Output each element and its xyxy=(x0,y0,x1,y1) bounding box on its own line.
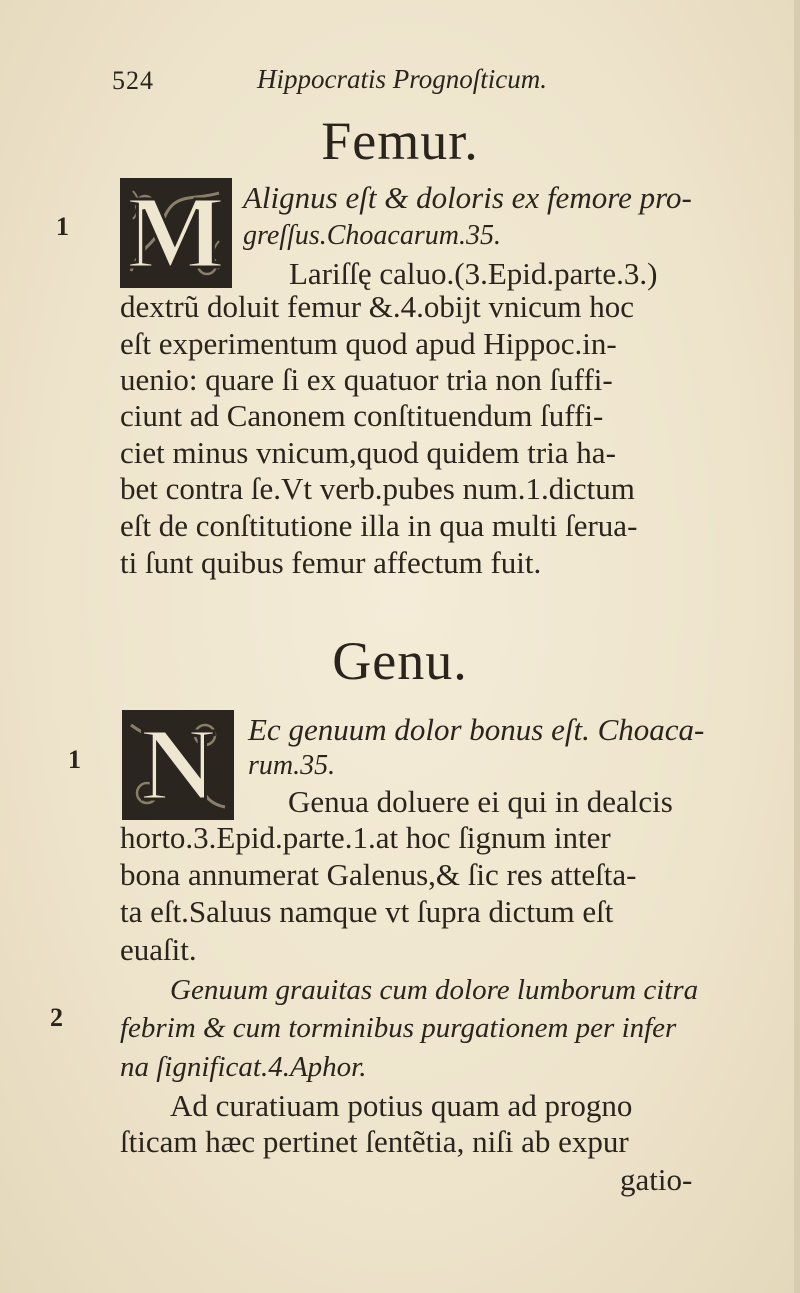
text-line: horto.3.Epid.parte.1.at hoc ſignum inter xyxy=(120,820,611,855)
margin-number: 2 xyxy=(50,1003,63,1032)
section-title-genu: Genu. xyxy=(332,631,468,691)
catchword: gatio- xyxy=(620,1162,693,1197)
text-line: febrim & cum torminibus purgationem per infer xyxy=(120,1012,677,1044)
section-title-femur: Femur. xyxy=(321,111,479,171)
text-line: eſt experimentum quod apud Hippoc.in- xyxy=(120,326,617,361)
text-line: Genua doluere ei qui in dealcis xyxy=(288,784,673,819)
margin-number: 1 xyxy=(68,745,81,774)
text-line: uenio: quare ſi ex quatuor tria non ſuffi- xyxy=(120,362,613,397)
text-line: Alignus eſt & doloris ex femore pro- xyxy=(243,180,692,215)
text-line: ta eſt.Saluus namque vt ſupra dictum eſt xyxy=(120,894,614,929)
text-line: Genuum grauitas cum dolore lumborum citra xyxy=(170,974,699,1006)
running-header xyxy=(112,58,672,108)
text-line: ti ſunt quibus femur affectum fuit. xyxy=(120,545,542,580)
text-line: ciet minus vnicum,quod quidem tria ha- xyxy=(120,435,616,470)
text-line: rum.35. xyxy=(248,750,336,781)
text-line: dextrũ doluit femur &.4.obijt vnicum hoc xyxy=(120,289,634,324)
text-line: ſticam hæc pertinet ſentẽtia, niſi ab expur xyxy=(120,1124,629,1159)
text-line: ciunt ad Canonem conſtituendum ſuffi- xyxy=(120,398,604,433)
text-line: greſſus.Choacarum.35. xyxy=(243,220,501,251)
text-line: Ec genuum dolor bonus eſt. Choaca- xyxy=(248,712,705,747)
text-line: bet contra ſe.Vt verb.pubes num.1.dictum xyxy=(120,471,635,506)
text-line: Ad curatiuam potius quam ad progno xyxy=(170,1088,633,1123)
text-line: na ſignificat.4.Aphor. xyxy=(120,1051,367,1083)
text-line: bona annumerat Galenus,& ſic res atteſta- xyxy=(120,857,637,892)
text-line: euaſit. xyxy=(120,932,197,967)
page-number: 524 xyxy=(112,66,154,95)
text-line: Lariſſę caluo.(3.Epid.parte.3.) xyxy=(289,256,658,291)
margin-number: 1 xyxy=(56,212,69,241)
decorated-initial-n: N xyxy=(122,710,234,820)
text-line: eſt de conſtitutione illa in qua multi ſerua- xyxy=(120,508,638,543)
running-title: Hippocratis Prognoſticum. xyxy=(257,64,547,94)
decorated-initial-m: M xyxy=(120,178,232,288)
